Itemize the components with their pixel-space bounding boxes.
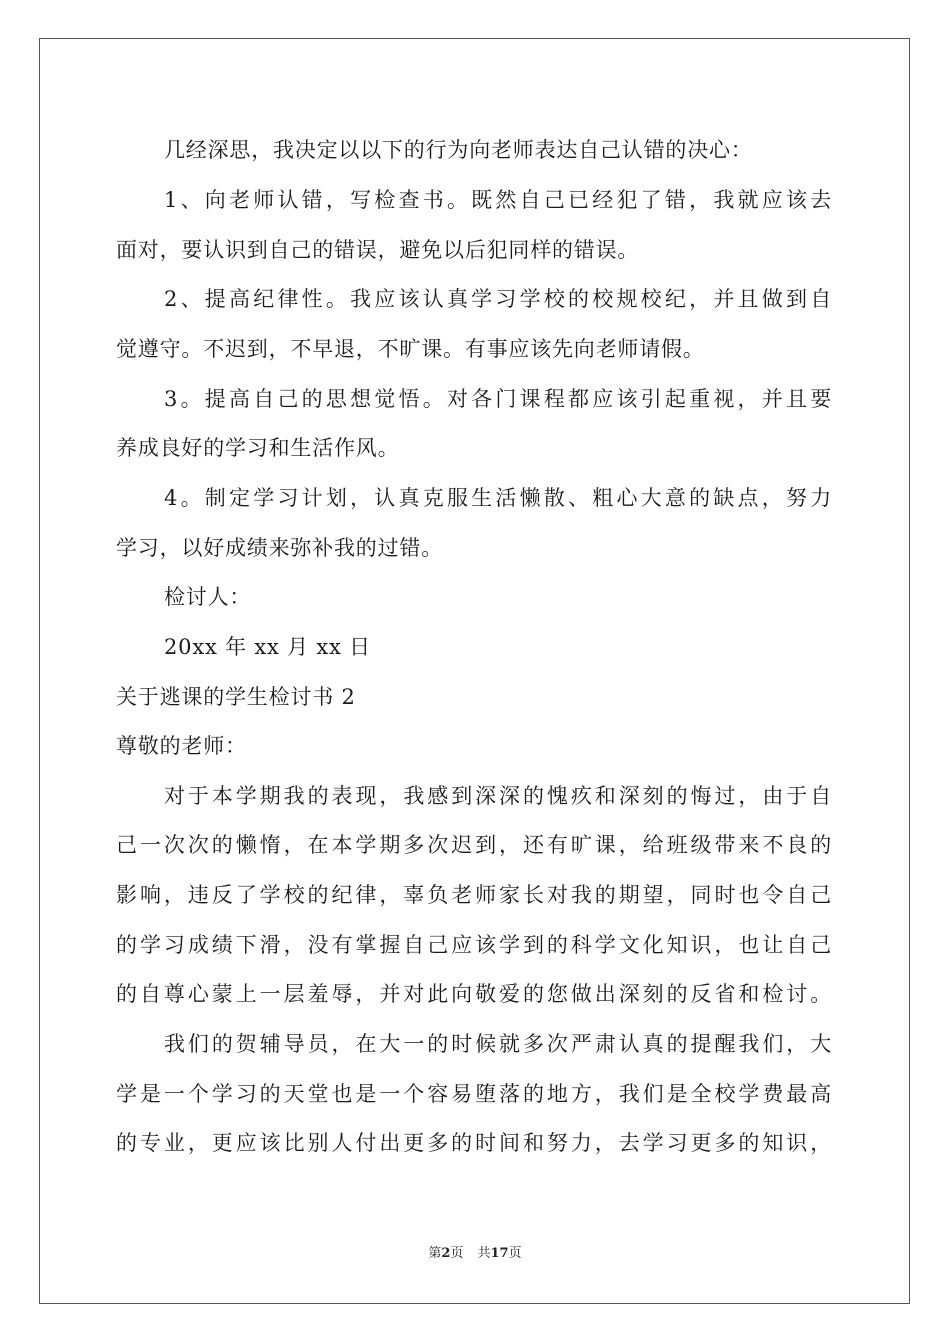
text-line: 的自尊心蒙上一层羞辱，并对此向敬爱的您做出深刻的反省和检讨。 bbox=[116, 982, 832, 1006]
text-line: 3。提高自己的思想觉悟。对各门课程都应该引起重视，并且要 bbox=[164, 387, 832, 411]
text-line: 学习，以好成绩来弥补我的过错。 bbox=[116, 536, 443, 560]
text-line: 觉遵守。不迟到，不早退，不旷课。有事应该先向老师请假。 bbox=[116, 337, 705, 361]
text-line: 2、提高纪律性。我应该认真学习学校的校规校纪，并且做到自 bbox=[164, 287, 832, 311]
page-suffix: 页 bbox=[450, 1246, 464, 1261]
text-line: 己一次次的懒惰，在本学期多次迟到，还有旷课，给班级带来不良的 bbox=[116, 833, 832, 857]
page-footer bbox=[0, 1245, 950, 1263]
total-prefix: 共 bbox=[477, 1246, 491, 1261]
text-line: 学是一个学习的天堂也是一个容易堕落的地方，我们是全校学费最高 bbox=[116, 1082, 832, 1106]
page-prefix: 第 bbox=[428, 1246, 442, 1261]
section-title: 关于逃课的学生检讨书 2 bbox=[116, 685, 356, 709]
text-line: 对于本学期我的表现，我感到深深的愧疚和深刻的悔过，由于自 bbox=[164, 784, 832, 808]
text-line: 几经深思，我决定以以下的行为向老师表达自己认错的决心： bbox=[164, 138, 753, 162]
signature-label: 检讨人： bbox=[164, 585, 252, 609]
text-line: 养成良好的学习和生活作风。 bbox=[116, 436, 400, 460]
text-line: 1、向老师认错，写检查书。既然自己已经犯了错，我就应该去 bbox=[164, 188, 832, 212]
salutation: 尊敬的老师： bbox=[116, 734, 247, 758]
total-pages: 17 bbox=[490, 1246, 509, 1261]
text-line: 影响，违反了学校的纪律，辜负老师家长对我的期望，同时也令自己 bbox=[116, 883, 832, 907]
text-line: 4。制定学习计划，认真克服生活懒散、粗心大意的缺点，努力 bbox=[164, 486, 832, 510]
total-suffix: 页 bbox=[508, 1246, 522, 1261]
text-line: 的专业，更应该比别人付出更多的时间和努力，去学习更多的知识， bbox=[116, 1131, 832, 1155]
text-line: 的学习成绩下滑，没有掌握自己应该学到的科学文化知识，也让自己 bbox=[116, 933, 832, 957]
date-line: 20xx 年 xx 月 xx 日 bbox=[164, 635, 371, 659]
text-line: 我们的贺辅导员，在大一的时候就多次严肃认真的提醒我们，大 bbox=[164, 1032, 832, 1056]
page-border bbox=[39, 38, 910, 1304]
page-number: 2 bbox=[441, 1246, 451, 1261]
text-line: 面对，要认识到自己的错误，避免以后犯同样的错误。 bbox=[116, 238, 640, 262]
